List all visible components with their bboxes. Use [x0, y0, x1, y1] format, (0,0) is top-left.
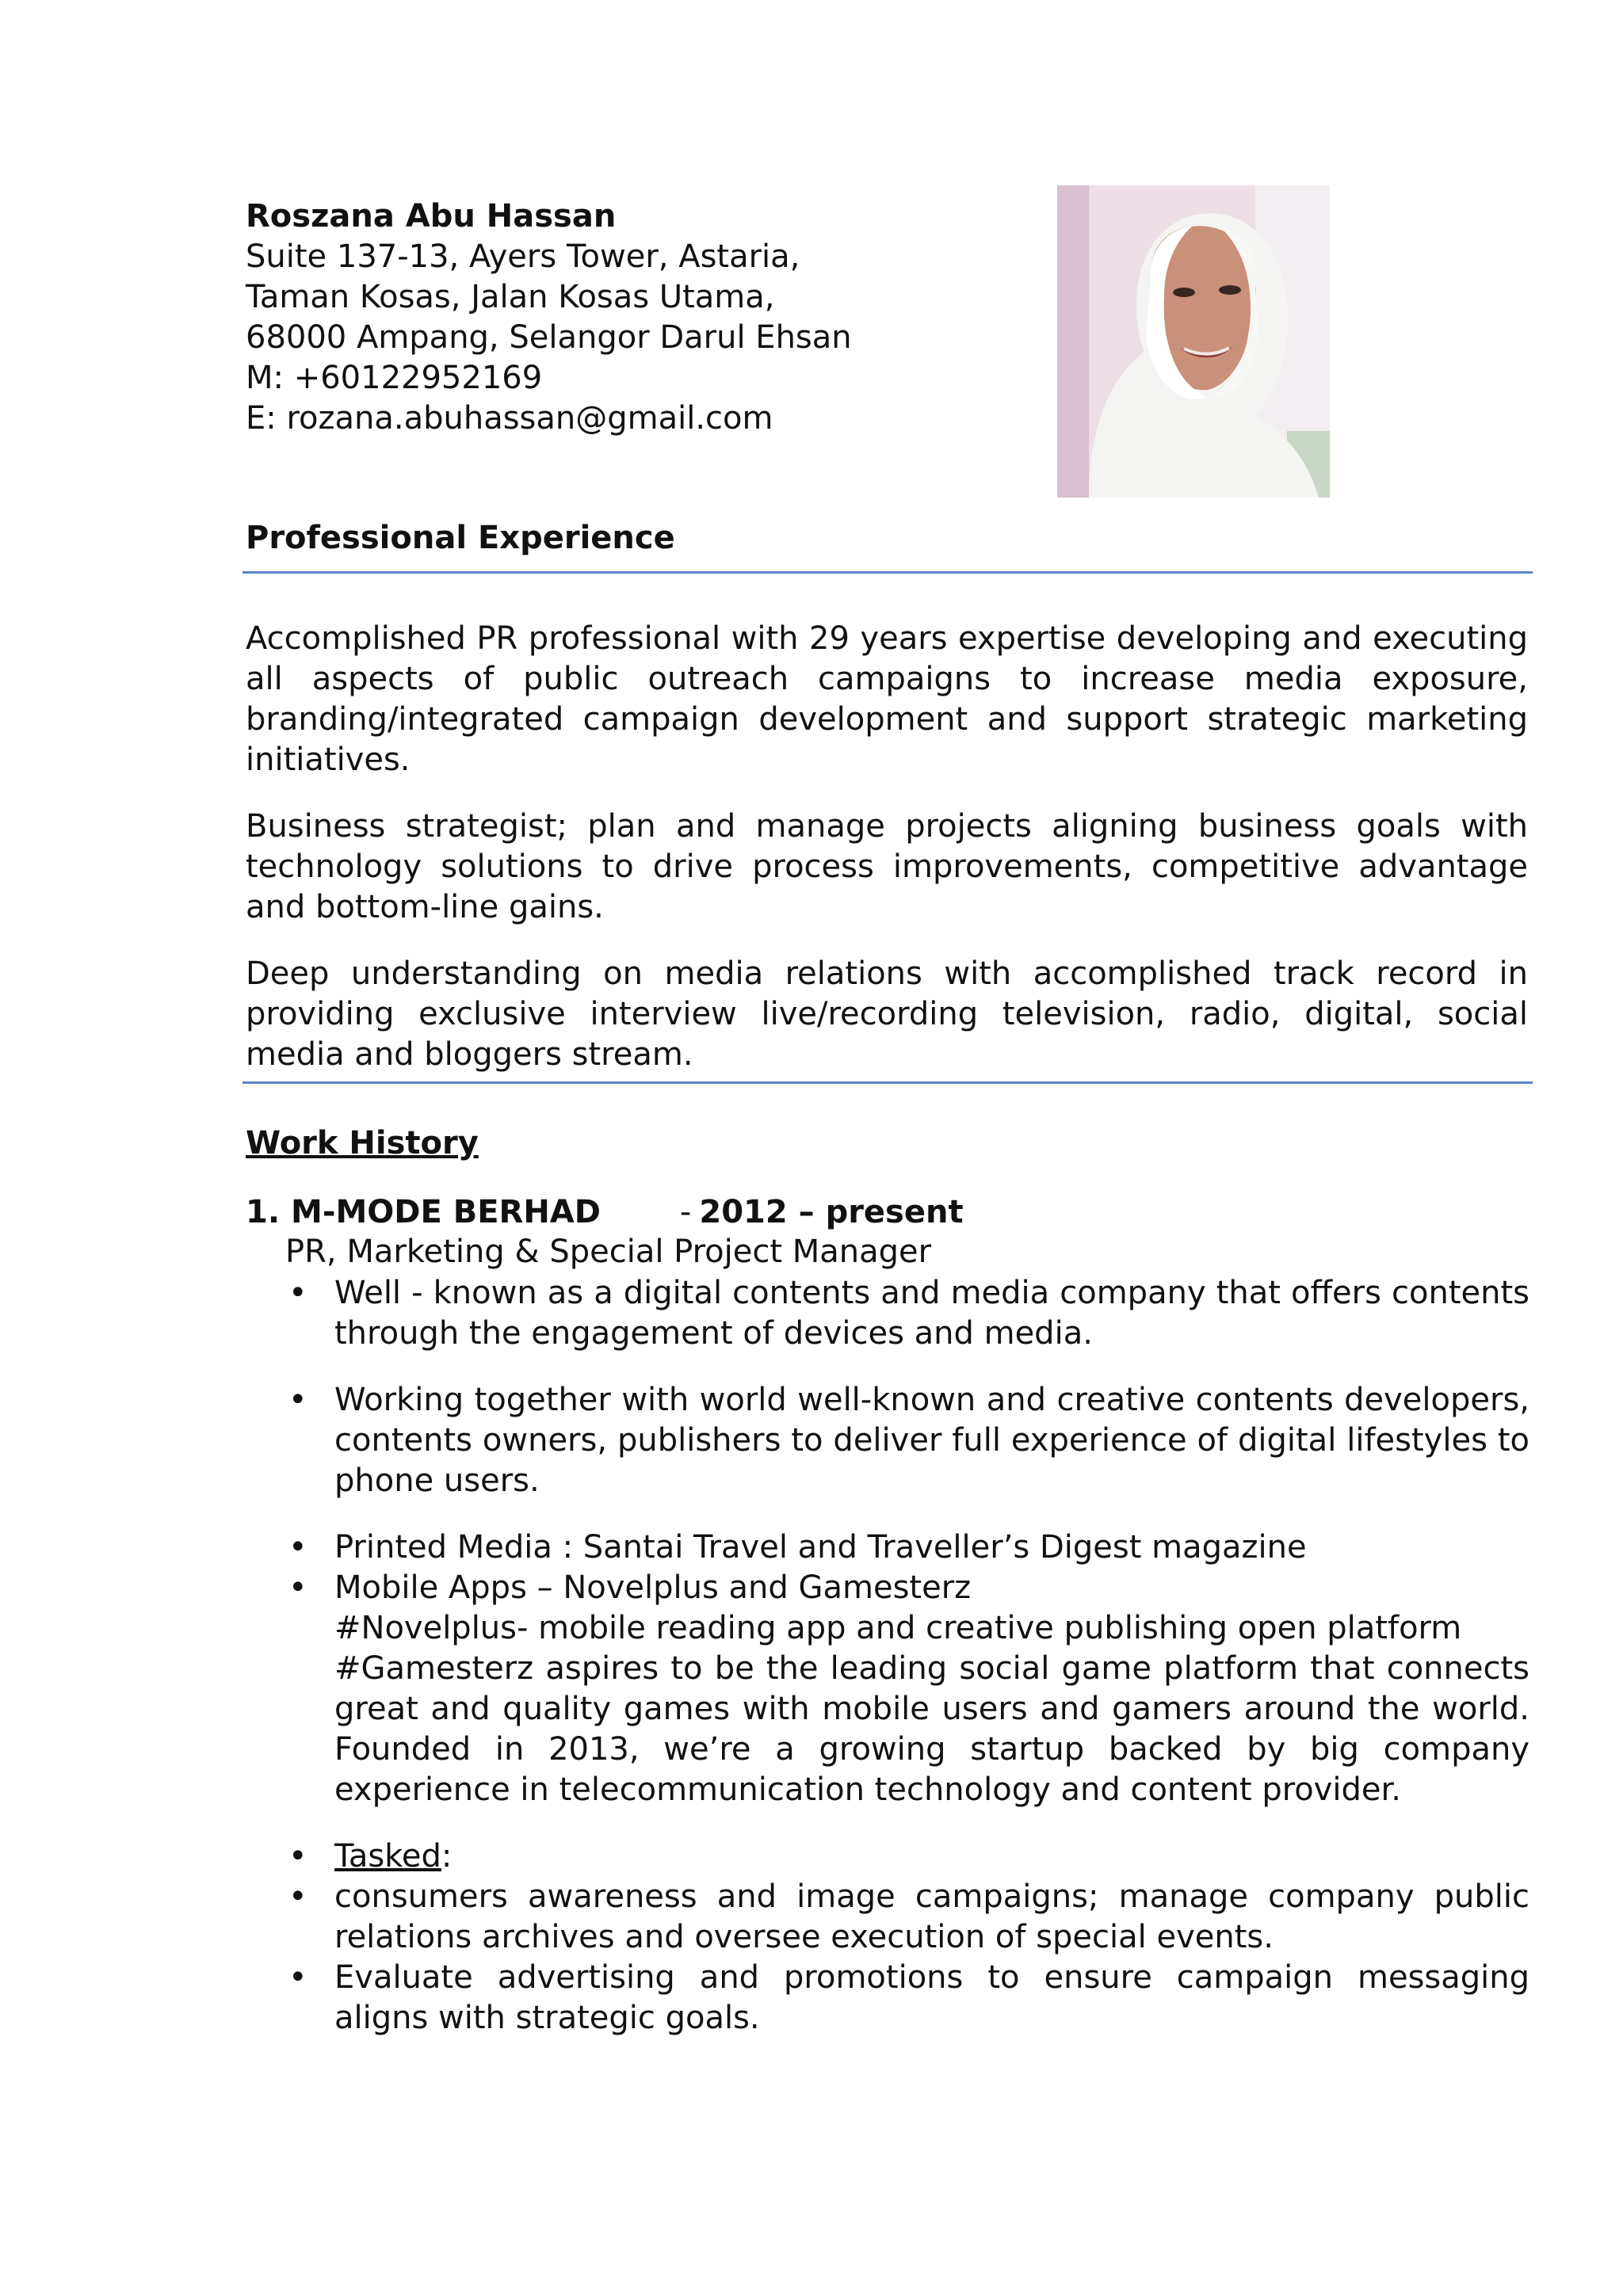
- profile-photo: [1057, 185, 1330, 498]
- summary-paragraph: Deep understanding on media relations with accomplished track record in providing exclusive interview live/recording television, radio, digital, social media and bloggers stream.: [246, 955, 1528, 1073]
- profile-photo-illustration: [1057, 185, 1330, 498]
- section-rule-bottom: [242, 1081, 1533, 1084]
- list-item: [285, 1568, 1529, 1810]
- job-number: 1.: [246, 1194, 281, 1230]
- summary-paragraph: Accomplished PR professional with 29 years expertise developing and executing all aspects of public outreach campaigns to increase media exposure, branding/integrated campaign development and support strategic marketing initiatives.: [246, 620, 1528, 778]
- bullet-icon: •: [288, 1382, 307, 1418]
- bullet-text: Working together with world well-known and creative contents developers, contents owners, publishers to deliver full experience of digital lifestyles to phone users.: [334, 1382, 1529, 1499]
- section-rule-top: [242, 571, 1533, 574]
- list-item: [285, 1273, 1529, 1354]
- bullet-text: Printed Media : Santai Travel and Traveller’s Digest magazine: [334, 1529, 1307, 1566]
- list-item: [285, 1836, 1529, 1877]
- bullet-text: #Gamesterz aspires to be the leading social game platform that connects great and quality games with mobile users and gamers around the world. Founded in 2013, we’re a growing startup backed by big company experience in telecommunication technology and content provider.: [334, 1650, 1529, 1808]
- contact-block: [246, 196, 852, 439]
- bullet-icon: •: [288, 1529, 307, 1566]
- tasked-colon: :: [441, 1838, 453, 1875]
- contact-email: E: rozana.abuhassan@gmail.com: [246, 400, 773, 437]
- summary-paragraph: Business strategist; plan and manage projects aligning business goals with technology solutions to drive process improvements, competitive advantage and bottom-line gains.: [246, 808, 1528, 925]
- bullet-icon: •: [288, 1569, 307, 1606]
- work-history-heading: Work History: [246, 1125, 479, 1161]
- bullet-text: Well - known as a digital contents and media company that offers contents through the engagement of devices and media.: [334, 1275, 1529, 1352]
- bullet-icon: •: [288, 1275, 307, 1311]
- bullet-icon: •: [288, 1878, 307, 1915]
- list-item: [285, 1877, 1529, 1958]
- list-item: [285, 1958, 1529, 2039]
- bullet-icon: •: [288, 1959, 307, 1996]
- list-item: [285, 1527, 1529, 1568]
- job-heading: [246, 1194, 964, 1230]
- company-name: M-MODE BERHAD: [291, 1194, 601, 1230]
- bullet-text: consumers awareness and image campaigns; manage company public relations archives and oversee execution of special events.: [334, 1878, 1529, 1955]
- bullet-text: Evaluate advertising and promotions to ensure campaign messaging aligns with strategic goals.: [334, 1959, 1529, 2036]
- address-line-3: 68000 Ampang, Selangor Darul Ehsan: [246, 319, 852, 356]
- contact-mobile: M: +60122952169: [246, 360, 543, 396]
- tasked-label: Tasked: [334, 1838, 441, 1875]
- address-line-1: Suite 137-13, Ayers Tower, Astaria,: [246, 238, 800, 275]
- bullet-text: #Novelplus- mobile reading app and creative publishing open platform: [334, 1610, 1462, 1646]
- bullet-icon: •: [288, 1838, 307, 1875]
- address-line-2: Taman Kosas, Jalan Kosas Utama,: [246, 279, 775, 315]
- professional-summary: [246, 619, 1528, 1101]
- bullet-text: Mobile Apps – Novelplus and Gamesterz: [334, 1569, 972, 1606]
- job-dash: -: [679, 1194, 692, 1230]
- job-role: PR, Marketing & Special Project Manager: [285, 1234, 932, 1270]
- professional-experience-heading: Professional Experience: [246, 520, 675, 556]
- list-item: [285, 1380, 1529, 1501]
- contact-name: Roszana Abu Hassan: [246, 198, 617, 235]
- job-bullet-list: [285, 1273, 1529, 2039]
- job-years: 2012 – present: [699, 1194, 964, 1230]
